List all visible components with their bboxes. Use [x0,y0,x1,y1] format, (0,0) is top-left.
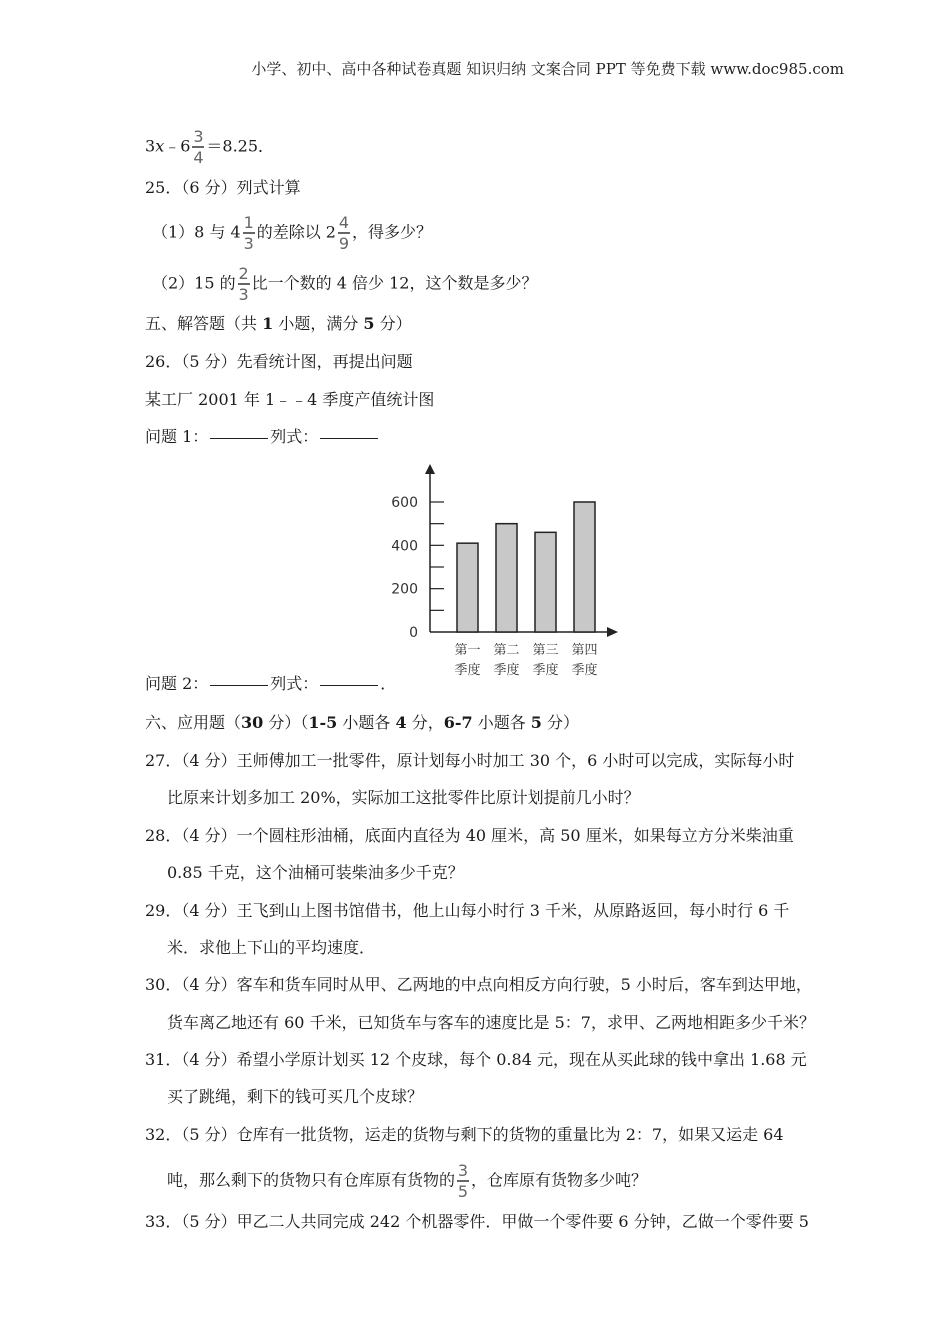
q28-line1: 28．（4 分）一个圆柱形油桶，底面内直径为 40 厘米，高 50 厘米，如果每立方分米柴油重 [145,826,794,845]
section-6-heading: 六、应用题（30 分）（1-5 小题各 4 分，6-7 小题各 5 分） [145,713,580,732]
page-header: 小学、初中、高中各种试卷真题 知识归纳 文案合同 PPT 等免费下载 www.doc985.com [251,60,844,78]
y-axis-arrow [425,464,435,474]
q26-title: 26．（5 分）先看统计图，再提出问题 [145,352,413,371]
bar [496,524,517,632]
q31-line1: 31．（4 分）希望小学原计划买 12 个皮球，每个 0.84 元，现在从买此球的钱中拿出 1.68 元 [145,1050,807,1069]
category-label: 季度 [493,663,520,678]
fraction: $\frac{1}{3}$ [243,213,254,253]
answer-blank [320,684,378,686]
bar [457,543,478,632]
category-label: 第一 [454,643,481,658]
y-tick-label: 600 [391,495,418,511]
answer-blank [320,437,378,439]
q32-line2: 吨，那么剩下的货物只有仓库原有货物的 $\frac{3}{5}$ ，仓库原有货物多少吨？ [167,1161,648,1201]
category-label: 第四 [571,643,598,658]
y-tick-label: 0 [409,625,418,641]
q27-line2: 比原来计划多加工 20%，实际加工这批零件比原计划提前几小时？ [167,788,640,807]
q30-line2: 货车离乙地还有 60 千米，已知货车与客车的速度比是 5：7，求甲、乙两地相距多少千米？ [167,1013,815,1032]
chart-caption: 某工厂 2001 年 1﹣﹣4 季度产值统计图 [145,390,435,409]
fraction: $\frac{2}{3}$ [238,264,249,304]
bar-chart [385,460,625,685]
q31-line2: 买了跳绳，剩下的钱可买几个皮球？ [167,1087,424,1106]
answer-blank [210,437,268,439]
q25-part2: （2）15 的 $\frac{2}{3}$ 比一个数的 4 倍少 12，这个数是多少？ [152,264,538,304]
category-label: 季度 [571,663,598,678]
question-2-line: 问题 2： 列式： ． [145,674,397,693]
q30-line1: 30．（4 分）客车和货车同时从甲、乙两地的中点向相反方向行驶，5 小时后，客车到达甲地， [145,975,812,994]
fraction: $\frac{4}{9}$ [338,213,350,253]
q29-line2: 米．求他上下山的平均速度． [167,938,376,957]
category-label: 季度 [454,663,481,678]
q27-line1: 27．（4 分）王师傅加工一批零件，原计划每小时加工 30 个，6 小时可以完成，实际每小时 [145,751,795,770]
x-axis-arrow [607,627,618,637]
bar [535,532,556,632]
question-1-line: 问题 1： 列式： [145,426,380,448]
q25-part1: （1）8 与 4 $\frac{1}{3}$ 的差除以 2 $\frac{4}{9}$ ，得多少？ [152,213,433,253]
q32-line1: 32．（5 分）仓库有一批货物，运走的货物与剩下的货物的重量比为 2：7，如果又运走 64 [145,1125,784,1144]
y-tick-label: 400 [391,538,418,555]
bar [574,502,595,632]
q33-line1: 33．（5 分）甲乙二人共同完成 242 个机器零件．甲做一个零件要 6 分钟，乙做一个零件要 5 [145,1212,809,1231]
q28-line2: 0.85 千克，这个油桶可装柴油多少千克？ [167,863,464,882]
fraction: $\frac{3}{4}$ [193,127,204,167]
section-5-heading: 五、解答题（共 1 小题，满分 5 分） [145,314,412,333]
q29-line1: 29．（4 分）王飞到山上图书馆借书，他上山每小时行 3 千米，从原路返回，每小时行 6 千 [145,901,790,920]
q25-title: 25．（6 分）列式计算 [145,178,301,197]
fraction: $\frac{3}{5}$ [457,1161,469,1201]
category-label: 第三 [532,643,559,658]
category-label: 第二 [493,643,520,658]
answer-blank [210,684,268,686]
equation-line: 3x﹣6 $\frac{3}{4}$ ＝8.25． [145,127,275,167]
category-label: 季度 [532,663,559,678]
y-tick-label: 200 [391,581,418,598]
